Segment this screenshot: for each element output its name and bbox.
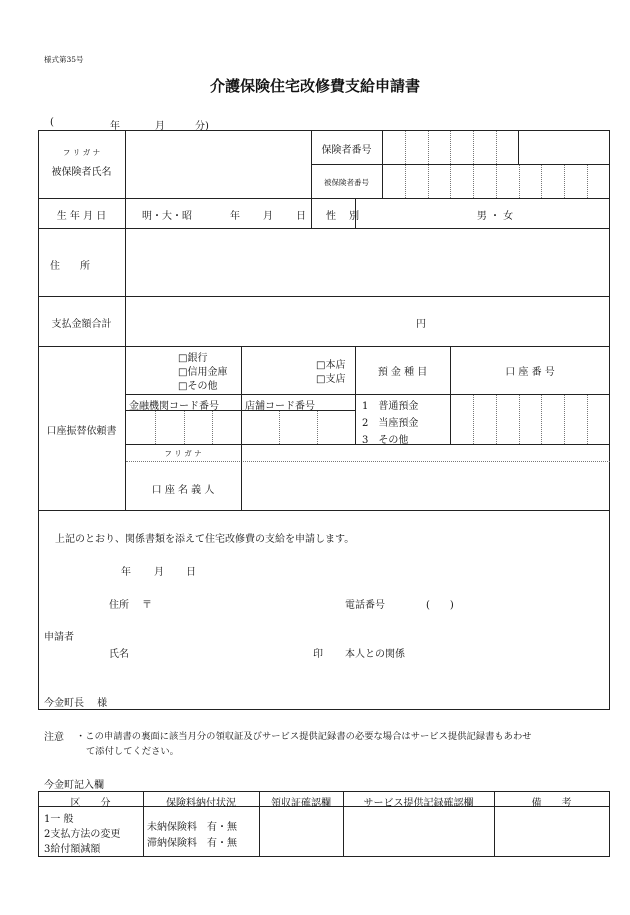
deposit-option-1: 1 普通預金 (362, 401, 419, 412)
honten-checkbox[interactable]: □本店 (316, 360, 346, 371)
birth-year-unit: 年 (230, 211, 240, 222)
category-general: 1一 般 (44, 814, 74, 825)
era-options: 明・大・昭 (142, 211, 192, 222)
account-number-label: 口 座 番 号 (505, 367, 555, 378)
office-section-title: 今金町記入欄 (44, 780, 104, 791)
address-label: 住 所 (50, 261, 90, 272)
period-month: 月 (155, 121, 165, 132)
office-header-payment: 保険料納付状況 (166, 798, 236, 809)
deposit-option-2: 2 当座預金 (362, 418, 419, 429)
bank-checkbox[interactable]: □銀行 (178, 353, 208, 364)
sex-label: 性 別 (326, 211, 360, 222)
note-line-2: て添付してください。 (86, 746, 179, 757)
account-holder-label: 口 座 名 義 人 (151, 485, 215, 496)
application-day: 日 (186, 567, 196, 578)
furigana-label: フ リ ガ ナ (62, 148, 101, 157)
application-month: 月 (154, 567, 164, 578)
office-header-service: サービス提供記録確認欄 (363, 798, 474, 809)
shiten-checkbox[interactable]: □支店 (316, 374, 346, 385)
insured-name-label: 被保険者氏名 (51, 167, 112, 178)
unpaid-premium-status: 未納保険料 有・無 (147, 822, 237, 833)
overdue-premium-status: 滞納保険料 有・無 (147, 838, 237, 849)
note-label: 注意 (44, 732, 64, 743)
office-header-remarks: 備 考 (531, 798, 572, 809)
deposit-type-label: 預 金 種 目 (377, 367, 428, 378)
postal-mark: 〒 (142, 600, 152, 611)
form-number: 様式第35号 (44, 55, 84, 64)
addressee: 今金町長 様 (44, 698, 108, 709)
payment-total-label: 支払金額合計 (51, 319, 112, 330)
application-statement: 上記のとおり、関係書類を添えて住宅改修費の支給を申請します。 (55, 534, 355, 545)
deposit-option-3: 3 その他 (362, 435, 409, 446)
sex-options: 男 ・ 女 (476, 211, 514, 222)
office-header-receipt: 領収証確認欄 (271, 798, 331, 809)
applicant-name-label: 氏名 (109, 649, 129, 660)
category-benefit-reduction: 3給付額減額 (44, 844, 101, 855)
insured-number-label: 被保険者番号 (324, 178, 369, 187)
birth-day-unit: 日 (296, 211, 306, 222)
insurer-number-label: 保険者番号 (321, 145, 372, 156)
institution-code-label: 金融機関コード番号 (129, 401, 219, 412)
period-close: 分) (195, 121, 209, 132)
note-line-1: ・この申請書の裏面に該当月分の領収証及びサービス提供記録書の必要な場合はサービス提供記録書もあわせ (76, 731, 532, 742)
category-payment-change: 2支払方法の変更 (44, 829, 121, 840)
yen-unit: 円 (416, 319, 426, 330)
birth-date-label: 生 年 月 日 (56, 211, 107, 222)
relation-label: 本人との関係 (345, 649, 405, 660)
application-year: 年 (121, 567, 131, 578)
account-transfer-label: 口座振替依頼書 (46, 426, 117, 437)
seal-mark: 印 (313, 649, 323, 660)
office-header-category: 区 分 (70, 798, 111, 809)
period-year: 年 (110, 121, 120, 132)
birth-month-unit: 月 (263, 211, 273, 222)
phone-parens: ( ) (426, 600, 454, 611)
account-furigana-label: フ リ ガ ナ (164, 449, 202, 458)
form-title: 介護保険住宅改修費支給申請書 (209, 77, 420, 95)
shinkin-checkbox[interactable]: □信用金庫 (178, 367, 228, 378)
applicant-address-label: 住所 (109, 600, 129, 611)
period-open: ( (50, 117, 54, 128)
phone-label: 電話番号 (345, 600, 385, 611)
branch-code-label: 店舗コード番号 (245, 401, 315, 412)
applicant-label: 申請者 (44, 632, 74, 643)
other-institution-checkbox[interactable]: □その他 (178, 381, 218, 392)
